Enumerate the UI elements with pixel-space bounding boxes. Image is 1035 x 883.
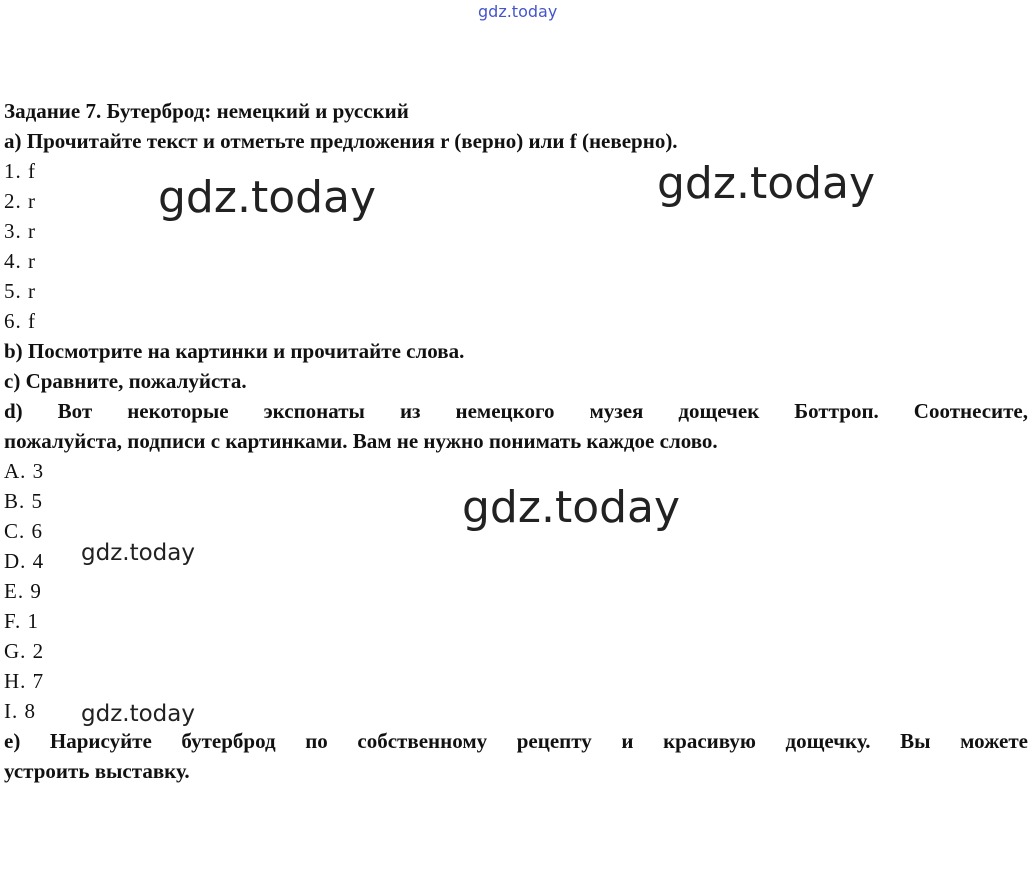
watermark-small: gdz.today [81, 540, 195, 566]
task-title: Задание 7. Бутерброд: немецкий и русский [4, 99, 409, 123]
answer-d-item: G. 2 [4, 639, 45, 663]
answer-d-item: E. 9 [4, 579, 42, 603]
answer-a-item: 4. r [4, 249, 36, 273]
answer-a-item: 5. r [4, 279, 36, 303]
watermark-large: gdz.today [158, 172, 377, 223]
answer-d-item: A. 3 [4, 459, 45, 483]
answer-a-item: 3. r [4, 219, 36, 243]
part-c-instruction: c) Сравните, пожалуйста. [4, 369, 247, 393]
watermark-small: gdz.today [81, 701, 195, 727]
part-d-instruction-line-1: d) Вот некоторые экспонаты из немецкого музея дощечек Боттроп. Соотнесите, [4, 399, 1028, 423]
answer-a-item: 6. f [4, 309, 36, 333]
answer-d-item: H. 7 [4, 669, 45, 693]
watermark-top: gdz.today [478, 2, 558, 21]
answer-d-item: D. 4 [4, 549, 45, 573]
watermark-large: gdz.today [657, 158, 876, 209]
answer-d-item: B. 5 [4, 489, 44, 513]
part-b-instruction: b) Посмотрите на картинки и прочитайте слова. [4, 339, 465, 363]
answer-d-item: I. 8 [4, 699, 36, 723]
answer-d-item: F. 1 [4, 609, 39, 633]
part-e-instruction-line-1: e) Нарисуйте бутерброд по собственному рецепту и красивую дощечку. Вы можете [4, 729, 1028, 753]
answer-a-item: 2. r [4, 189, 36, 213]
part-d-instruction-line-2: пожалуйста, подписи с картинками. Вам не нужно понимать каждое слово. [4, 429, 718, 453]
answer-a-item: 1. f [4, 159, 36, 183]
part-a-instruction: a) Прочитайте текст и отметьте предложения r (верно) или f (неверно). [4, 129, 678, 153]
part-e-instruction-line-2: устроить выставку. [4, 759, 190, 783]
answer-d-item: C. 6 [4, 519, 44, 543]
watermark-large: gdz.today [462, 482, 681, 533]
